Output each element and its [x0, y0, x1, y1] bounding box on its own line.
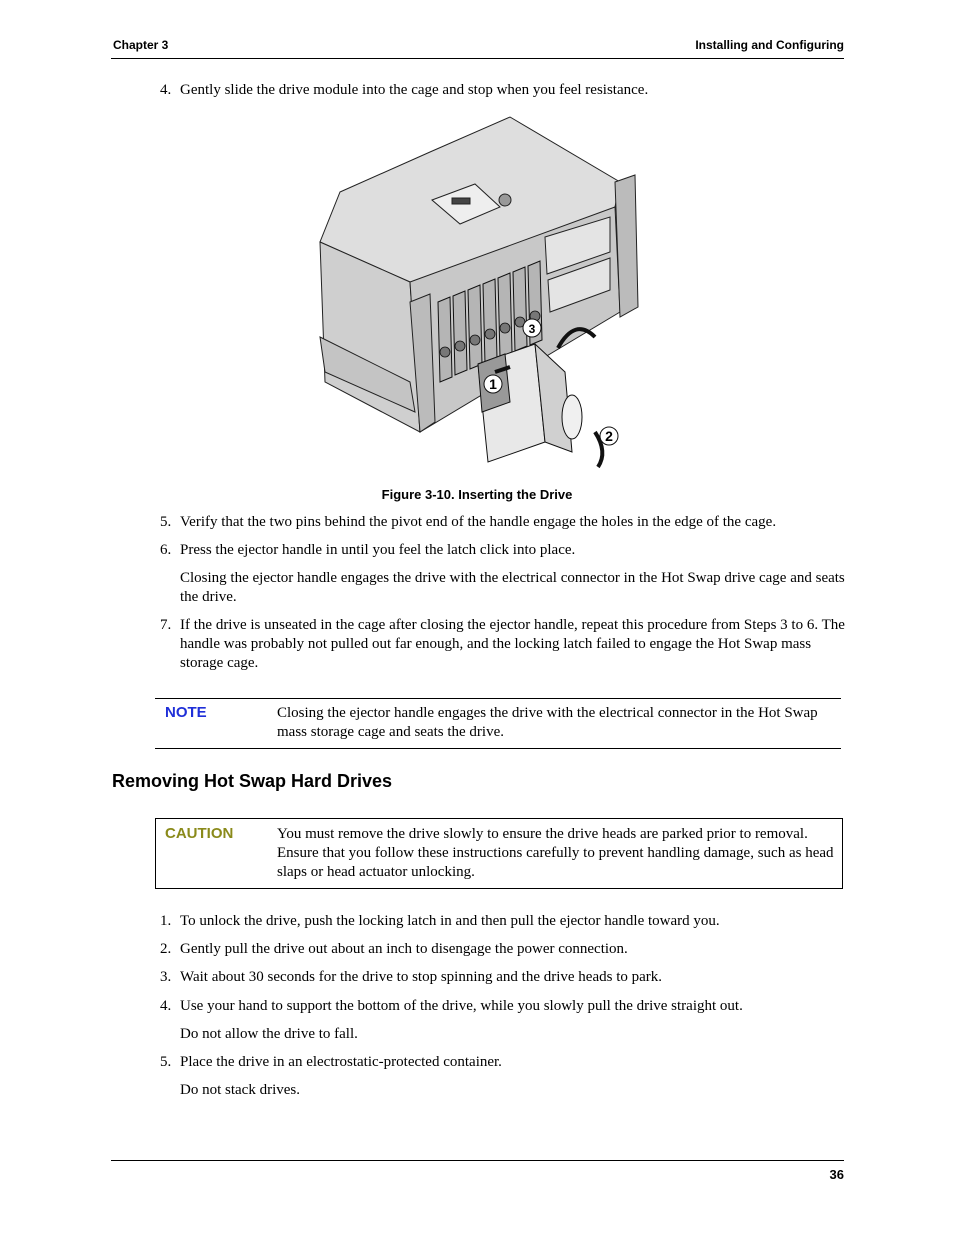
- step-number: 1.: [160, 913, 172, 929]
- figure-caption: Figure 3-10. Inserting the Drive: [381, 487, 573, 502]
- step-number: 3.: [160, 969, 172, 985]
- step-text: Verify that the two pins behind the pivot end of the handle engage the holes in the edge of the cage.: [180, 514, 777, 530]
- caution-box: [155, 818, 843, 889]
- callout-2: 2: [605, 428, 613, 444]
- section-title: Removing Hot Swap Hard Drives: [112, 771, 393, 791]
- step-text: If the drive is unseated in the cage after closing the ejector handle, repeat this procedure from Steps 3 to 6. The handle was probably not pulled out far enough, and the locking latch failed to engage the Hot Swap mass storage cage.: [180, 617, 845, 671]
- caution-label: CAUTION: [165, 825, 234, 842]
- note-label: NOTE: [165, 704, 207, 721]
- step-detail: Do not allow the drive to fall.: [180, 1026, 358, 1042]
- note-box: [155, 698, 841, 749]
- caution-text: You must remove the drive slowly to ensure the drive heads are parked prior to removal. Ensure that you follow these instructions carefully to prevent handling damage, such as head slaps or head actuator unlocking.: [277, 826, 834, 880]
- page-number: 36: [829, 1167, 844, 1182]
- step-number: 4.: [160, 998, 172, 1014]
- step-number: 5.: [160, 1054, 172, 1070]
- step-number: 2.: [160, 941, 172, 957]
- section-label: Installing and Configuring: [695, 38, 844, 52]
- step-detail: Do not stack drives.: [180, 1082, 300, 1098]
- chapter-label: Chapter 3: [113, 38, 169, 52]
- callout-3: 3: [528, 322, 536, 336]
- step-text: Use your hand to support the bottom of the drive, while you slowly pull the drive straight out.: [180, 998, 743, 1014]
- page-footer: [111, 1160, 844, 1185]
- step-text: Place the drive in an electrostatic-protected container.: [180, 1054, 502, 1070]
- step-text: Gently pull the drive out about an inch to disengage the power connection.: [180, 941, 628, 957]
- step-text: To unlock the drive, push the locking latch in and then pull the ejector handle toward you.: [180, 913, 720, 929]
- step-text: Wait about 30 seconds for the drive to stop spinning and the drive heads to park.: [180, 969, 663, 985]
- step-number: 7.: [160, 617, 172, 633]
- step-number: 4.: [160, 82, 172, 98]
- callout-1: 1: [489, 376, 497, 392]
- server-drive-illustration: [310, 112, 650, 472]
- step-number: 5.: [160, 514, 172, 530]
- step-text: Press the ejector handle in until you feel the latch click into place.: [180, 542, 576, 558]
- step-text: Gently slide the drive module into the cage and stop when you feel resistance.: [180, 82, 649, 98]
- figure-inserting-drive: [310, 112, 650, 472]
- note-text: Closing the ejector handle engages the drive with the electrical connector in the Hot Swap mass storage cage and seats the drive.: [277, 705, 818, 740]
- step-number: 6.: [160, 542, 172, 558]
- page-header: [111, 38, 844, 59]
- step-detail: Closing the ejector handle engages the drive with the electrical connector in the Hot Swap drive cage and seats the drive.: [180, 570, 845, 605]
